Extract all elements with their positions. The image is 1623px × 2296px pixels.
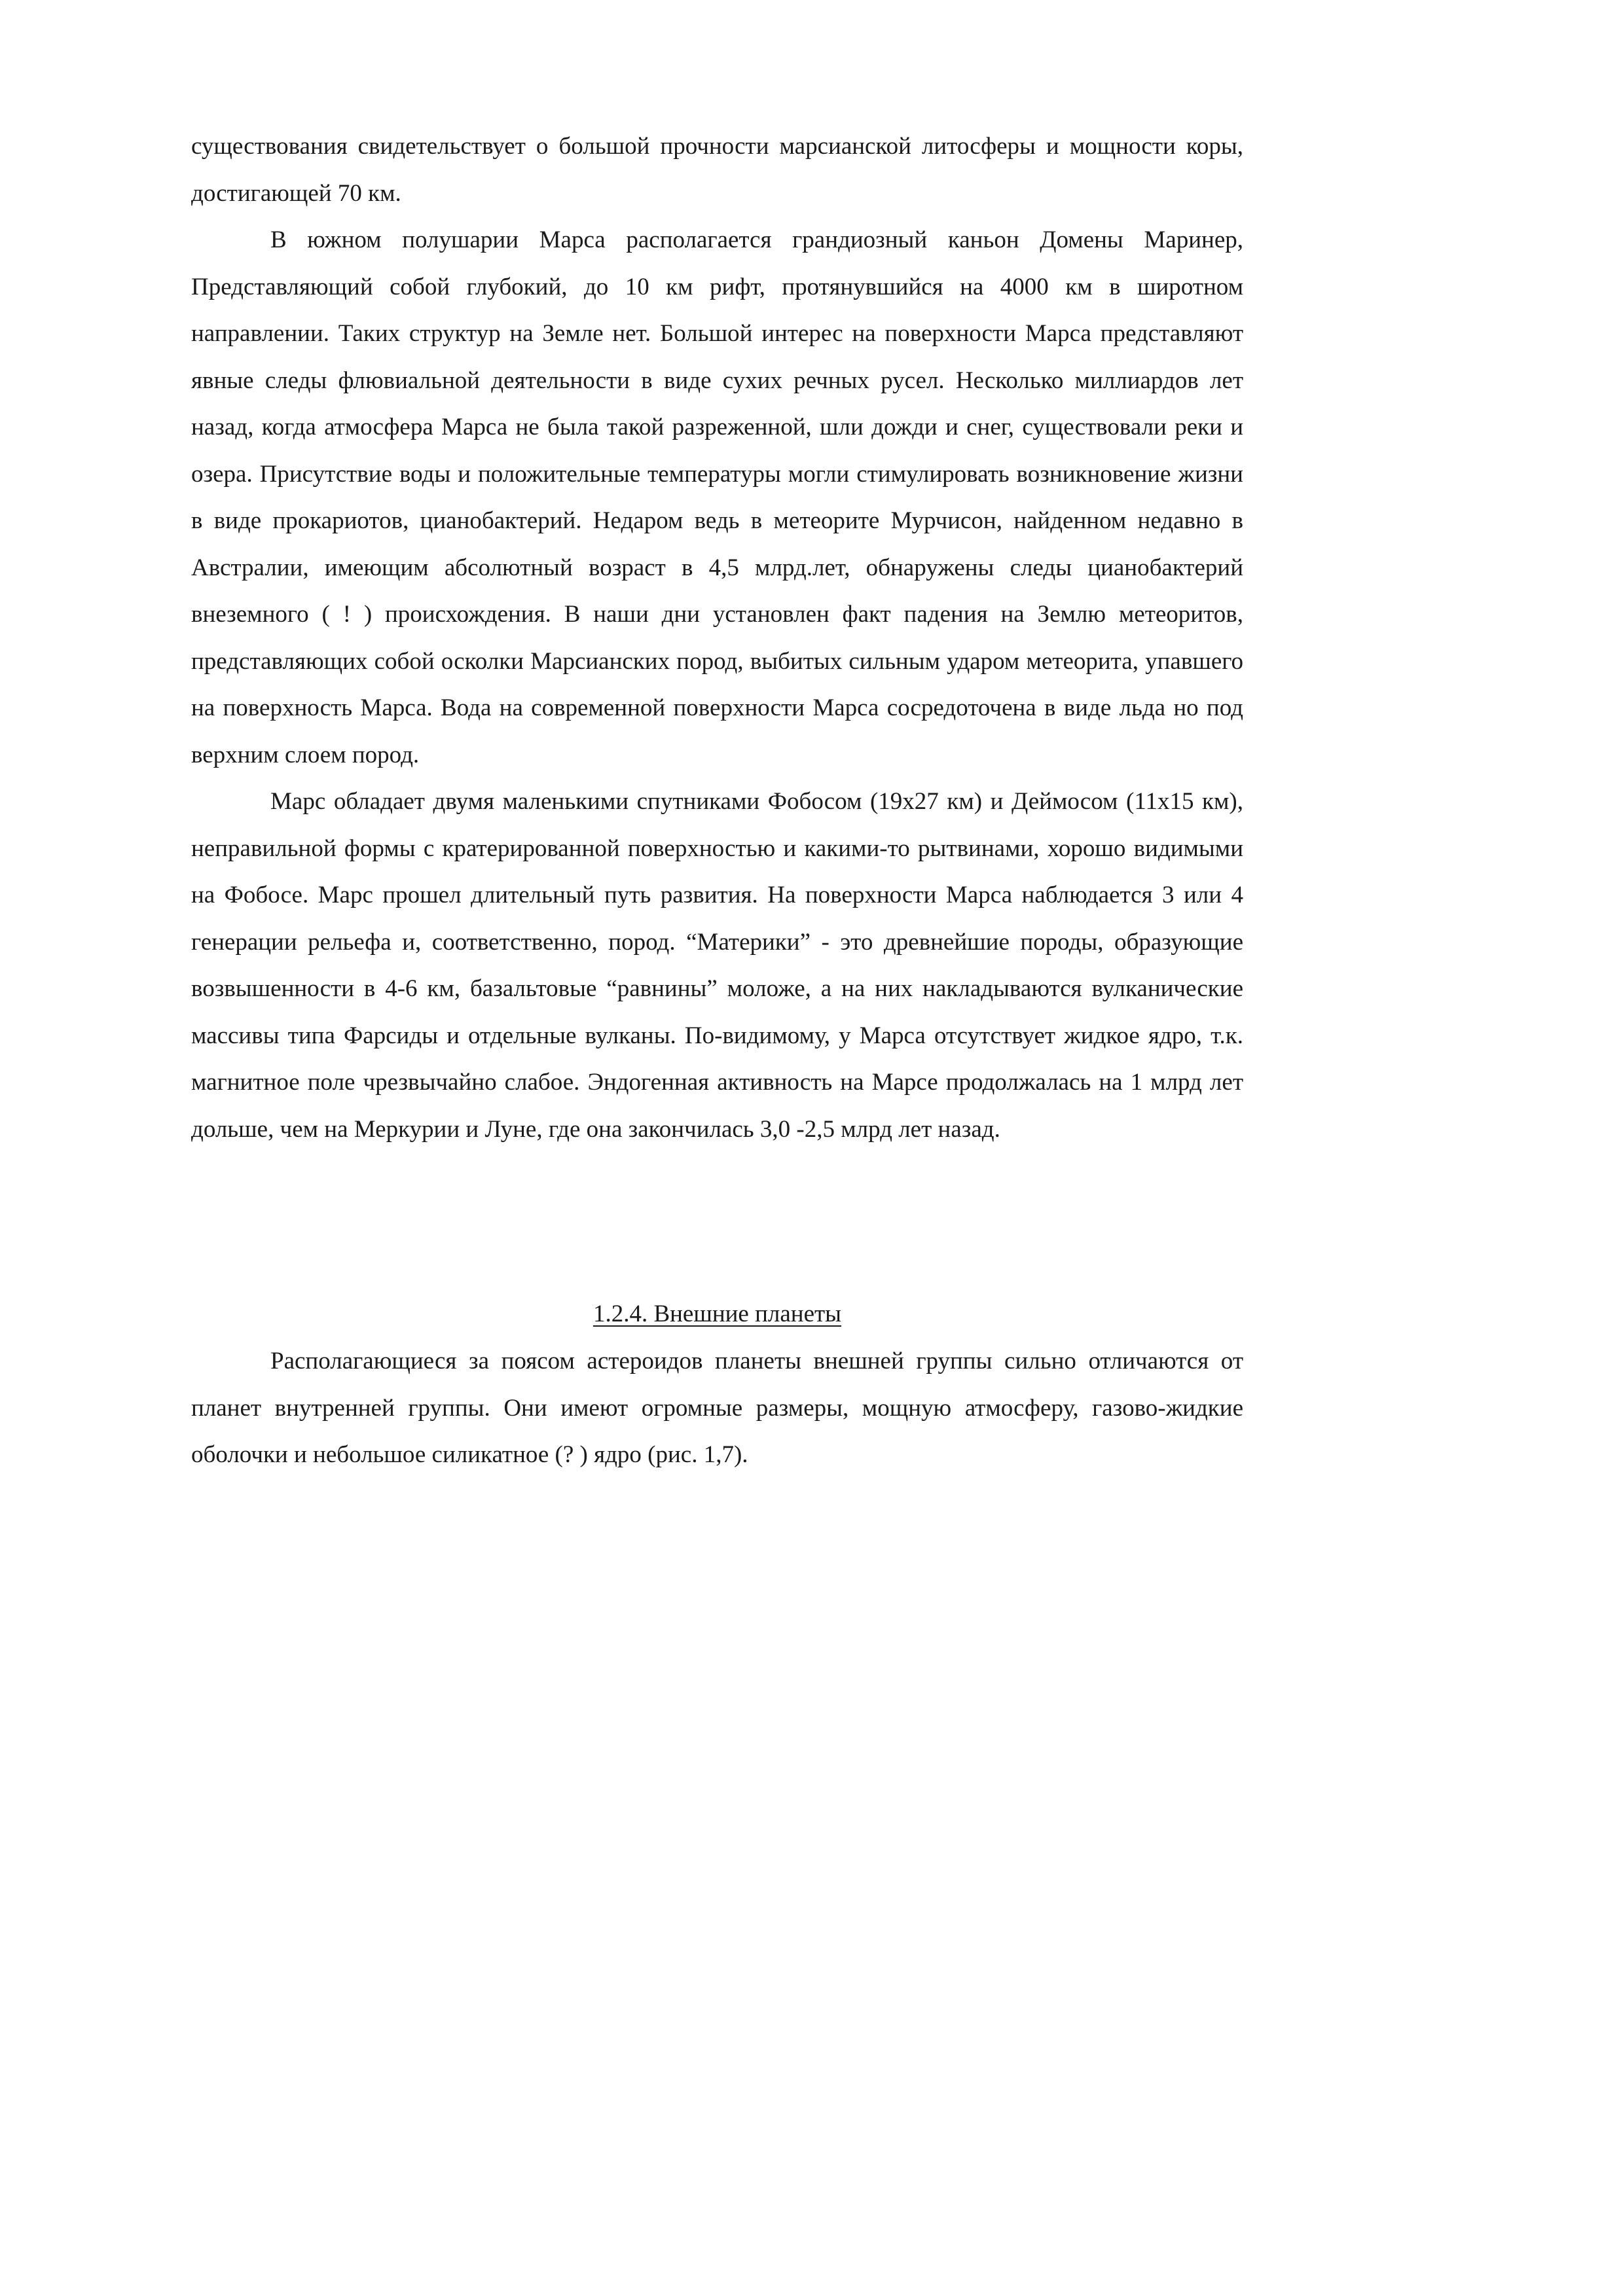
paragraph-satellites: Марс обладает двумя маленькими спутниками Фобосом (19х27 км) и Деймосом (11х15 км), неправильной формы с кратерированной поверхностью и какими-то рытвинами, хорошо видимыми на Фобосе. Марс прошел длительный путь развития. На поверхности Марса наблюдается 3 или 4 генерации рельефа и, соответственно, пород. “Материки” - это древнейшие породы, образующие возвышенности в 4-6 км, базальтовые “равнины” моложе, а на них накладываются вулканические массивы типа Фарсиды и отдельные вулканы. По-видимому, у Марса отсутствует жидкое ядро, т.к. магнитное поле чрезвычайно слабое. Эндогенная активность на Марсе продолжалась на 1 млрд лет дольше, чем на Меркурии и Луне, где она закончилась 3,0 -2,5 млрд лет назад. <box>191 788 1243 1143</box>
body-text-bottom <box>191 1338 1243 1479</box>
paragraph-outer-planets: Располагающиеся за поясом астероидов планеты внешней группы сильно отличаются от планет внутренней группы. Они имеют огромные размеры, мощную атмосферу, газово-жидкие оболочки и небольшое силикатное (? ) ядро (рис. 1,7). <box>191 1348 1243 1468</box>
paragraph-canyon: В южном полушарии Марса располагается грандиозный каньон Домены Маринер, Представляющий собой глубокий, до 10 км рифт, протянувшийся на 4000 км в широтном направлении. Таких структур на Земле нет. Большой интерес на поверхности Марса представляют явные следы флювиальной деятельности в виде сухих речных русел. Несколько миллиардов лет назад, когда атмосфера Марса не была такой разреженной, шли дожди и снег, существовали реки и озера. Присутствие воды и положительные температуры могли стимулировать возникновение жизни в виде прокариотов, цианобактерий. Недаром ведь в метеорите Мурчисон, найденном недавно в Австралии, имеющим абсолютный возраст в 4,5 млрд.лет, обнаружены следы цианобактерий внеземного ( ! ) происхождения. В наши дни установлен факт падения на Землю метеоритов, представляющих собой осколки Марсианских пород, выбитых сильным ударом метеорита, упавшего на поверхность Марса. Вода на современной поверхности Марса сосредоточена в виде льда но под верхним слоем пород. <box>191 226 1243 768</box>
section-heading-text: 1.2.4. Внешние планеты <box>593 1300 842 1327</box>
section-heading <box>191 1291 1243 1338</box>
paragraph-continuation: существования свидетельствует о большой прочности марсианской литосферы и мощности коры, достигающей 70 км. <box>191 133 1243 207</box>
body-text-top <box>191 123 1243 1153</box>
